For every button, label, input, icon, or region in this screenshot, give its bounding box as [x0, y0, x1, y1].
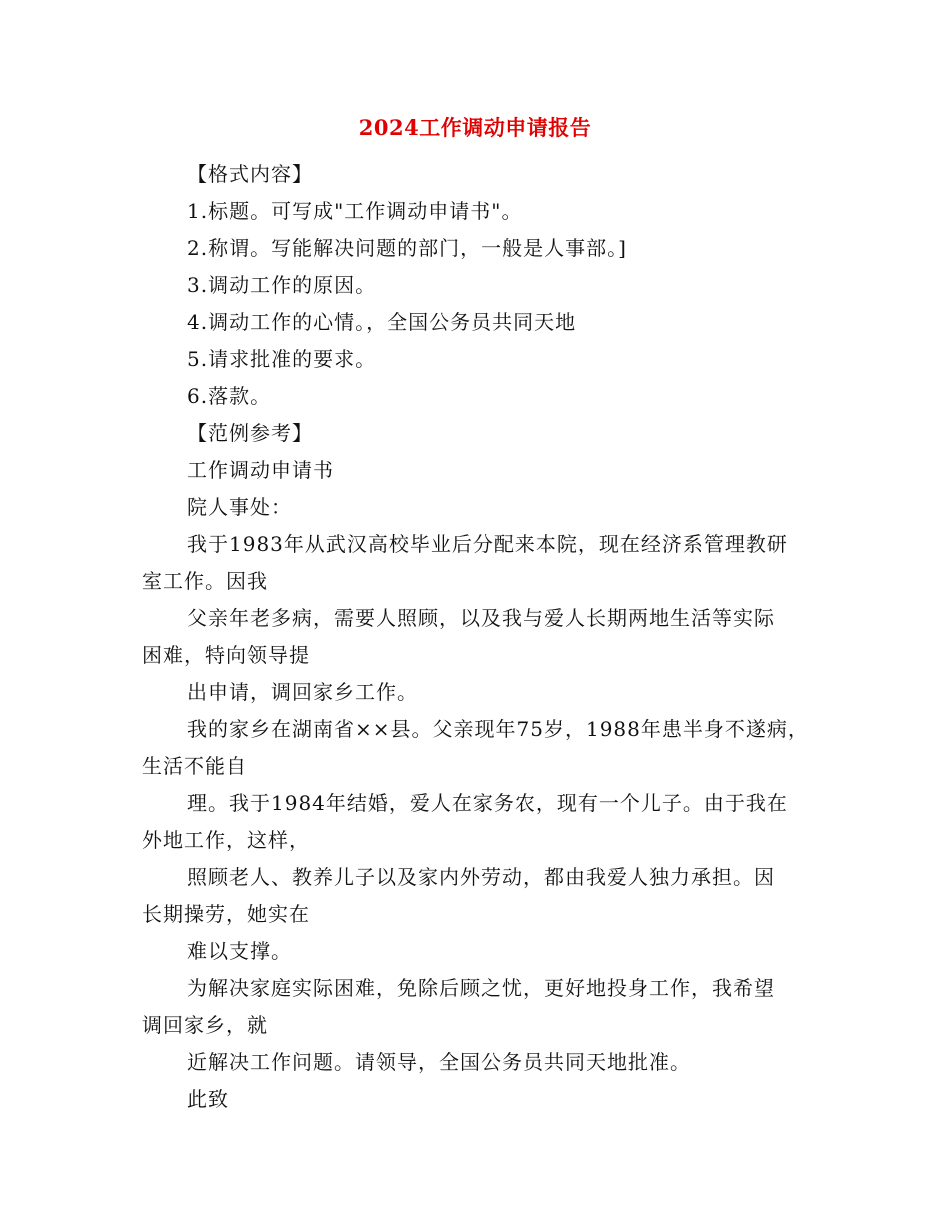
example-title: 工作调动申请书 — [187, 458, 334, 482]
paragraph-line: 外地工作，这样， — [142, 828, 310, 852]
format-item-2: 2.称谓。写能解决问题的部门，一般是人事部。] — [187, 236, 627, 260]
paragraph-line: 为解决家庭实际困难，免除后顾之忧，更好地投身工作，我希望 — [187, 976, 775, 1000]
example-salutation: 院人事处： — [187, 495, 292, 519]
paragraph-line: 出申请，调回家乡工作。 — [187, 680, 418, 704]
format-item-6: 6.落款。 — [187, 384, 272, 408]
document-title: 2024工作调动申请报告 — [358, 115, 592, 140]
paragraph-line: 照顾老人、教养儿子以及家内外劳动，都由我爱人独力承担。因 — [187, 865, 775, 889]
paragraph-line: 理。我于1984年结婚，爱人在家务农，现有一个儿子。由于我在 — [187, 791, 788, 815]
paragraph-line: 近解决工作问题。请领导，全国公务员共同天地批准。 — [187, 1050, 691, 1074]
format-item-5: 5.请求批准的要求。 — [187, 347, 377, 371]
paragraph-line: 长期操劳，她实在 — [142, 902, 310, 926]
format-item-4: 4.调动工作的心情。，全国公务员共同天地 — [187, 310, 577, 334]
paragraph-line: 我于1983年从武汉高校毕业后分配来本院，现在经济系管理教研 — [187, 532, 788, 556]
section-heading-example: 【范例参考】 — [187, 421, 313, 445]
format-item-3: 3.调动工作的原因。 — [187, 273, 377, 297]
paragraph-line: 我的家乡在湖南省××县。父亲现年75岁，1988年患半身不遂病， — [187, 717, 809, 741]
paragraph-line: 生活不能自 — [142, 754, 247, 778]
closing-line: 此致 — [187, 1087, 229, 1111]
format-item-1: 1.标题。可写成"工作调动申请书"。 — [187, 199, 523, 223]
paragraph-line: 室工作。因我 — [142, 569, 268, 593]
paragraph-line: 难以支撑。 — [187, 939, 292, 963]
paragraph-line: 调回家乡，就 — [142, 1013, 268, 1037]
paragraph-line: 父亲年老多病，需要人照顾，以及我与爱人长期两地生活等实际 — [187, 606, 775, 630]
paragraph-line: 困难，特向领导提 — [142, 643, 310, 667]
section-heading-format: 【格式内容】 — [187, 162, 313, 186]
